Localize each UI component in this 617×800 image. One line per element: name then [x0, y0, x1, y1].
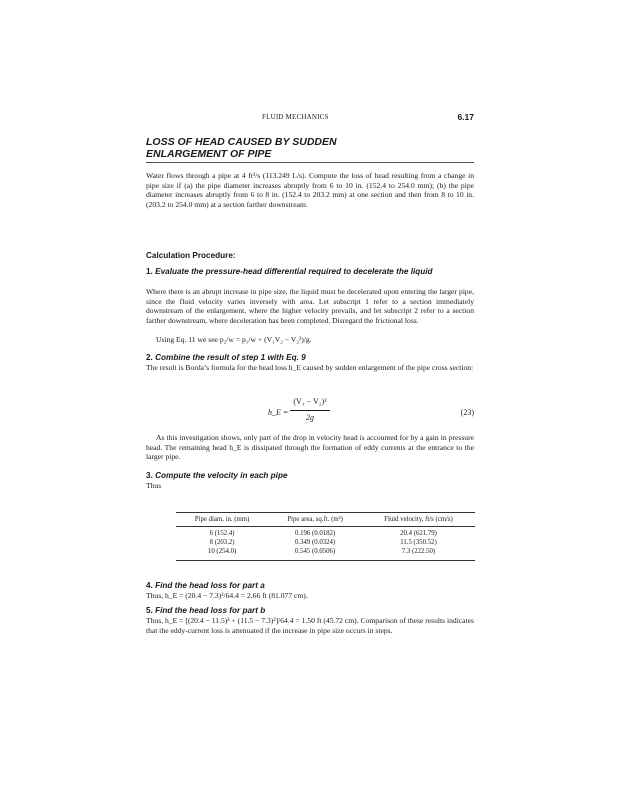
step-5-title: Find the head loss for part b: [155, 606, 266, 615]
running-title: FLUID MECHANICS: [262, 113, 329, 121]
page-number: 6.17: [457, 112, 474, 122]
step-5-body: Thus, h_E = [(20.4 − 11.5)² + (11.5 − 7.3)²]/64.4 = 1.50 ft (45.72 cm). Comparison of these results indicates that the eddy-current loss is attenuated if the increase in pipe size occurs in steps.: [146, 616, 474, 635]
equation-denominator: 2g: [306, 413, 314, 422]
fraction-bar: [290, 410, 330, 411]
table-cell: 0.545 (0.0506): [268, 548, 362, 561]
table-cell: 7.3 (222.50): [362, 548, 475, 561]
step-3-title: Compute the velocity in each pipe: [155, 471, 288, 480]
section-title: [146, 137, 474, 160]
step-4-number: 4.: [146, 581, 153, 590]
bordas-formula: [146, 397, 474, 431]
step-1-title: Evaluate the pressure-head differential required to decelerate the liquid: [155, 267, 433, 276]
equation-fraction: [290, 397, 330, 422]
table-header-velocity: Fluid velocity, ft/s (cm/s): [362, 513, 475, 527]
section-title-line-2: ENLARGEMENT OF PIPE: [146, 147, 272, 160]
step-4-heading: [146, 581, 474, 590]
title-rule: [146, 162, 474, 163]
table-cell: 6 (152.4): [209, 530, 235, 537]
equation-numerator: (V₁ − V₂)²: [293, 397, 327, 406]
running-header: [146, 113, 474, 125]
step-2-body: The result is Borda’s formula for the head loss h_E caused by sudden enlargement of the pipe cross section:: [146, 363, 474, 372]
table-row: [176, 539, 475, 548]
step-5-heading: [146, 606, 474, 615]
pipe-data-table: [176, 512, 475, 561]
table-cell: 0.349 (0.0324): [294, 538, 336, 546]
equation-number: (23): [460, 408, 474, 417]
table-header-diameter: Pipe diam, in. (mm): [176, 513, 268, 527]
step-1-body: Where there is an abrupt increase in pipe size, the liquid must be decelerated upon entering the larger pipe, since the fluid velocity varies inversely with area. Let subscript 1 refer to a section immediately downstream of the enlargement, where the higher velocity prevails, and let subscript 2 refer to a section farther downstream, where deceleration has been completed. Disregard the frictional loss.: [146, 287, 474, 325]
problem-statement: Water flows through a pipe at 4 ft³/s (113.249 L/s). Compute the loss of head resulting from a change in pipe size if (a) the pipe diameter increases abruptly from 6 to 10 in. (152.4 to 254.0 mm); (b) the pipe diameter increases abruptly from 6 to 8 in. (152.4 to 203.2 mm) at one section and then from 8 to 10 in. (203.2 to 254.0 mm) at a section farther downstream.: [146, 171, 474, 209]
equation-lhs: h_E =: [268, 408, 289, 417]
table-cell: 8 (203.2): [209, 538, 235, 546]
table-header-area: Pipe area, sq.ft. (m²): [268, 513, 362, 527]
section-title-line-1: LOSS OF HEAD CAUSED BY SUDDEN: [146, 136, 337, 148]
step-2-heading: [146, 353, 474, 362]
step-1-heading: [146, 267, 474, 276]
step-5-number: 5.: [146, 606, 153, 615]
procedure-heading: Calculation Procedure:: [146, 251, 236, 260]
step-1-number: 1.: [146, 267, 153, 276]
step-1-equation-line: Using Eq. 11 we see p₂/w = p₁/w + (V₁V₂ − V₂²)/g.: [156, 335, 312, 344]
step-3-body: Thus: [146, 481, 162, 490]
after-equation-paragraph: As this investigation shows, only part of the drop in velocity head is accounted for by a gain in pressure head. The remaining head h_E is dissipated through the formation of eddy currents at the entrance to the larger pipe.: [146, 433, 474, 462]
step-3-heading: [146, 471, 474, 480]
step-2-number: 2.: [146, 353, 153, 362]
step-2-title: Combine the result of step 1 with Eq. 9: [155, 353, 306, 362]
table-cell: 11.5 (350.52): [400, 538, 437, 546]
table-row: [176, 527, 475, 539]
table-cell: 0.196 (0.0182): [294, 530, 336, 537]
table-cell: 10 (254.0): [176, 548, 268, 561]
step-3-number: 3.: [146, 471, 153, 480]
step-4-title: Find the head loss for part a: [155, 581, 265, 590]
table-row: [176, 548, 475, 561]
table-cell: 20.4 (621.79): [400, 530, 437, 537]
table-header-row: [176, 513, 475, 527]
step-4-body: Thus, h_E = (20.4 − 7.3)²/64.4 = 2.66 ft (81.077 cm).: [146, 591, 308, 600]
